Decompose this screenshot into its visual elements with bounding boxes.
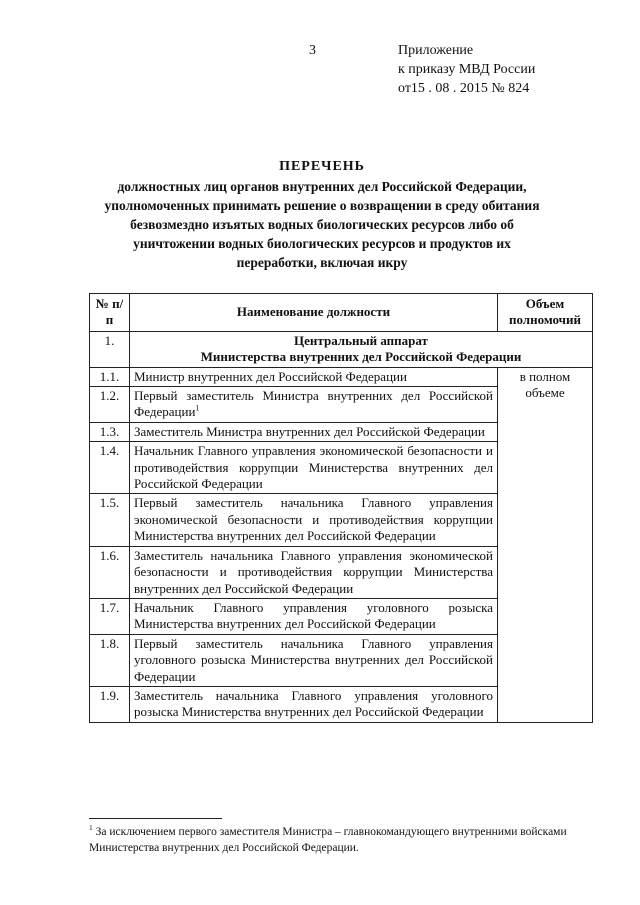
row-position-title-text: Министр внутренних дел Российской Федерации [134, 368, 407, 384]
table-row [90, 367, 593, 386]
section-title-line-2: Министерства внутренних дел Российской Федерации [200, 349, 522, 365]
row-num: 1.3. [90, 422, 130, 441]
row-num: 1.2. [90, 387, 130, 423]
row-num: 1.4. [90, 442, 130, 494]
row-position-title-text: Начальник Главного управления экономической безопасности и противодействия коррупции Министерства внутренних дел Российской Федерации [134, 443, 493, 492]
row-num: 1.9. [90, 686, 130, 722]
row-position-title-text: Первый заместитель начальника Главного управления уголовного розыска Министерства внутренних дел Российской Федерации [134, 635, 493, 684]
row-num: 1.5. [90, 494, 130, 546]
appendix-header [398, 41, 535, 98]
footnote-mark: 1 [89, 823, 93, 833]
row-position-title [130, 367, 498, 386]
appendix-order-date-number: от15 . 08 . 2015 № 824 [398, 81, 530, 96]
row-position-title-text: Заместитель начальника Главного управления экономической безопасности и противодействия коррупции Министерства внутренних дел Российской Федерации [134, 547, 493, 596]
row-position-title [130, 598, 498, 634]
header-title: Наименование должности [130, 294, 498, 332]
row-num: 1.8. [90, 634, 130, 686]
header-num: № п/п [90, 294, 130, 332]
title-line-4: уничтожении водных биологических ресурсов и продуктов их [133, 236, 511, 251]
footnote-separator [89, 818, 222, 819]
appendix-order-ref: к приказу МВД России [398, 62, 536, 77]
row-position-title-text: Начальник Главного управления уголовного розыска Министерства внутренних дел Российской Федерации [134, 599, 493, 632]
row-position-title [130, 387, 498, 423]
row-position-title-text: Заместитель начальника Главного управления уголовного розыска Министерства внутренних дел Российской Федерации [134, 687, 493, 720]
section-title [130, 331, 593, 367]
row-position-title-text: Первый заместитель Министра внутренних дел Российской Федерации [134, 388, 493, 420]
title-main: ПЕРЕЧЕНЬ [279, 159, 365, 174]
row-position-title [130, 442, 498, 494]
section-row [90, 331, 593, 367]
row-num: 1.6. [90, 546, 130, 598]
title-line-5: переработки, включая икру [236, 255, 408, 270]
table-header-row [90, 294, 593, 332]
title-line-2: уполномоченных принимать решение о возвращении в среду обитания [104, 198, 540, 213]
row-position-title [130, 686, 498, 722]
title-line-3: безвозмездно изъятых водных биологических ресурсов либо об [130, 217, 514, 232]
appendix-label: Приложение [398, 43, 474, 58]
row-position-title [130, 494, 498, 546]
row-num: 1.7. [90, 598, 130, 634]
scope-cell: в полном объеме [498, 367, 593, 722]
row-position-title-text: Заместитель Министра внутренних дел Российской Федерации [134, 423, 485, 439]
row-position-title-text: Первый заместитель начальника Главного управления экономической безопасности и противодействия коррупции Министерства внутренних дел Российской Федерации [134, 495, 493, 544]
section-num: 1. [90, 331, 130, 367]
section-title-line-1: Центральный аппарат [294, 332, 428, 348]
row-num: 1.1. [90, 367, 130, 386]
page-number: 3 [309, 43, 316, 58]
document-title [96, 157, 548, 272]
positions-table [89, 293, 593, 723]
footnote-text: За исключением первого заместителя Министра – главнокомандующего внутренними войсками Министерства внутренних дел Российской Федерации. [89, 826, 567, 854]
header-scope: Объем полномочий [498, 294, 593, 332]
row-position-title [130, 634, 498, 686]
row-position-title [130, 422, 498, 441]
row-position-title [130, 546, 498, 598]
title-line-1: должностных лиц органов внутренних дел Российской Федерации, [117, 179, 527, 194]
footnote [89, 824, 591, 856]
footnote-reference: 1 [195, 404, 200, 414]
